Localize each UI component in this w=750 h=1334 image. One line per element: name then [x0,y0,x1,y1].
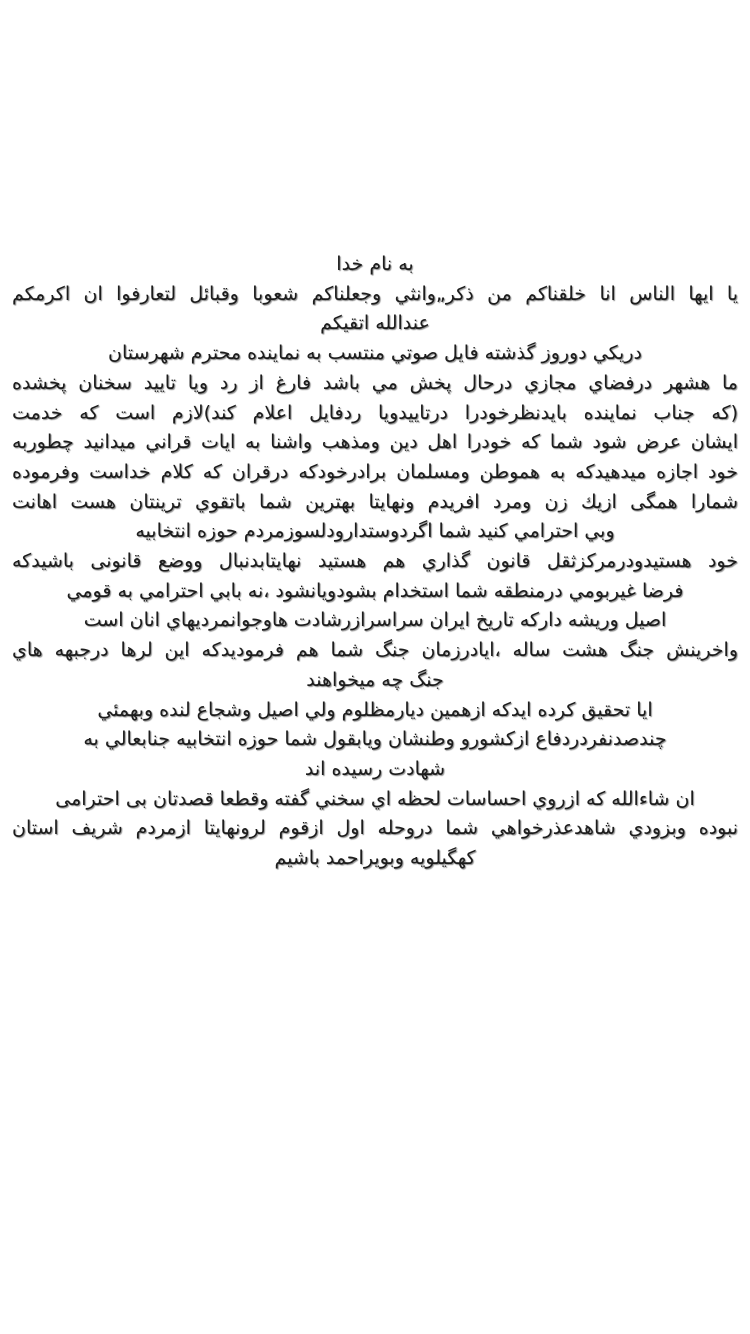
text-line: اصيل وريشه داركه تاريخ ايران سراسرازرشادت هاوجوانمرديهاي انان است [83,609,667,632]
text-line: عندالله اتقيكم [320,312,430,335]
text-line: شهادت رسيده اند [304,757,446,780]
text-line: شمارا همگی ازيك زن ومرد افريدم ونهايتا بهترين شما باتقوي ترينتان هست اهانت [12,490,738,513]
text-line: ما هشهر درفضاي مجازي درحال پخش مي باشد فارغ از رد ويا تاييد سخنان پخشده [12,371,738,394]
text-line: نبوده وبزودي شاهدعذرخواهي شما دروحله اول ازقوم لرونهايتا ازمردم شريف استان [12,817,738,840]
text-line: وبي احترامي كنيد شما اگردوستدارودلسوزمردم حوزه انتخابيه [135,520,615,543]
text-line: ايشان عرض شود شما كه خودرا اهل دين ومذهب واشنا به ايات قراني ميدانيد چطوربه [12,431,738,454]
text-line: كهگيلويه وبويراحمد باشيم [274,847,476,870]
text-line: فرضا غيربومي درمنطقه شما استخدام بشودويانشود ،نه بابي احترامي به قومي [66,579,684,602]
statement-text-block [12,250,738,874]
text-line: جنگ چه ميخواهند [306,668,444,691]
text-line: دريكي دوروز گذشته فايل صوتي منتسب به نماينده محترم شهرستان [108,342,642,365]
text-line: (كه جناب نماينده بايدنظرخودرا درتاييدويا ردفايل اعلام كند)لازم است كه خدمت [12,401,738,424]
text-line: چندصدنفردردفاع ازكشورو وطنشان ويابقول شما حوزه انتخابيه جنابعالي به [83,728,667,751]
text-line: يا ايها الناس انا خلقناكم من ذكر„وانثي وجعلناكم شعوبا وقبائل لتعارفوا ان اكرمكم [12,282,738,305]
text-line: به نام خدا [336,253,414,275]
text-line: خود هستيدودرمركزثقل قانون گذاري هم هستيد نهايتابدنبال ووضع قانونی باشيدكه [12,550,738,573]
text-line: واخرينش جنگ هشت ساله ،ايادرزمان جنگ شما هم فرموديدكه اين لرها درجبهه هاي [12,639,738,662]
text-line: ان شاءالله كه ازروي احساسات لحظه اي سخني گفته وقطعا قصدتان بی احترامی [55,787,695,810]
text-line: ايا تحقيق كرده ايدكه ازهمين ديارمظلوم ولي اصيل وشجاع لنده وبهمئي [97,698,653,721]
text-line: خود اجازه ميدهيدكه به هموطن ومسلمان برادرخودكه درقران كه كلام خداست وفرموده [12,460,738,483]
